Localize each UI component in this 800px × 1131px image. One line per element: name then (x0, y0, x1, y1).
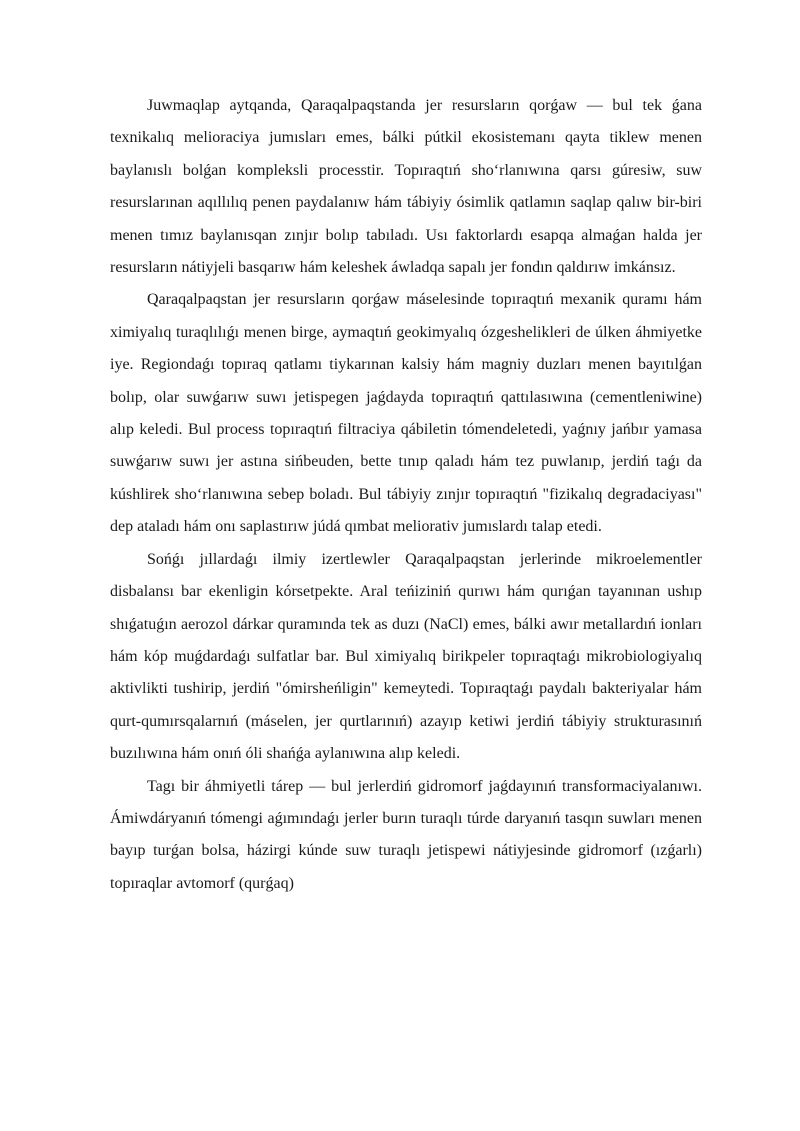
document-page (110, 90, 702, 900)
paragraph-microelements: Sońǵı jıllardaǵı ilmiy izertlewler Qaraqalpaqstan jerlerinde mikroelementler disbalansı bar ekenligin kórsetpekte. Aral teńiziniń qurıwı hám qurıǵan tayanınan ushıp shıǵatuǵın aerozol dárkar quramında tek as duzı (NaCl) emes, bálki awır metallardıń ionları hám kóp muǵdardaǵı sulfatlar bar. Bul ximiyalıq birikpeler topıraqtaǵı mikrobiologiyalıq aktivlikti tushirip, jerdiń "ómirsheńligin" kemeytedi. Topıraqtaǵı paydalı bakteriyalar hám qurt-qumırsqalarnıń (máselen, jer qurtlarınıń) azayıp ketiwi jerdiń tábiyiy strukturasınıń buzılıwına hám onıń óli shańǵa aylanıwına alıp keledi. (110, 550, 702, 763)
paragraph-hydromorphic: Tagı bir áhmiyetli tárep — bul jerlerdiń gidromorf jaǵdayınıń transformaciyalanıwı. Ámiwdáryanıń tómengi aǵımındaǵı jerler burın turaqlı túrde daryanıń tasqın suwları menen bayıp turǵan bolsa, házirgi kúnde suw turaqlı jetispewi nátiyjesinde gidromorf (ızǵarlı) topıraqlar avtomorf (qurǵaq) (110, 777, 702, 892)
paragraph-summary: Juwmaqlap aytqanda, Qaraqalpaqstanda jer resursların qorǵaw — bul tek ǵana texnikalıq melioraciya jumısları emes, bálki pútkil ekosistemanı qayta tiklew menen baylanıslı bolǵan kompleksli processtir. Topıraqtıń sho‘rlanıwına qarsı gúresiw, suw resurslarınan aqıllılıq penen paydalanıw hám tábiyiy ósimlik qatlamın saqlap qalıw bir-biri menen tımız baylanısqan zınjır bolıp tabıladı. Usı faktorlardı esapqa almaǵan halda jer resursların nátiyjeli basqarıw hám keleshek áwladqa sapalı jer fondın qaldırıw imkánsız. (110, 97, 702, 277)
paragraph-soil-geochemistry: Qaraqalpaqstan jer resursların qorǵaw máselesinde topıraqtıń mexanik quramı hám ximiyalıq turaqlılıǵı menen birge, aymaqtıń geokimyalıq ózgeshelikleri de úlken áhmiyetke iye. Regiondaǵı topıraq qatlamı tiykarınan kalsiy hám magniy duzları menen bayıtılǵan bolıp, olar suwǵarıw suwı jetispegen jaǵdayda topıraqtıń qattılasıwına (cementleniwine) alıp keledi. Bul process topıraqtıń filtraciya qábiletin tómendeletedi, yaǵnıy jańbır yamasa suwǵarıw suwı jer astına sińbeuden, bette tınıp qaladı hám tez puwlanıp, jerdiń taǵı da kúshlirek sho‘rlanıwına sebep boladı. Bul tábiyiy zınjır topıraqtıń "fizikalıq degradaciyası" dep ataladı hám onı saplastırıw júdá qımbat meliorativ jumıslardı talap etedi. (110, 291, 702, 536)
